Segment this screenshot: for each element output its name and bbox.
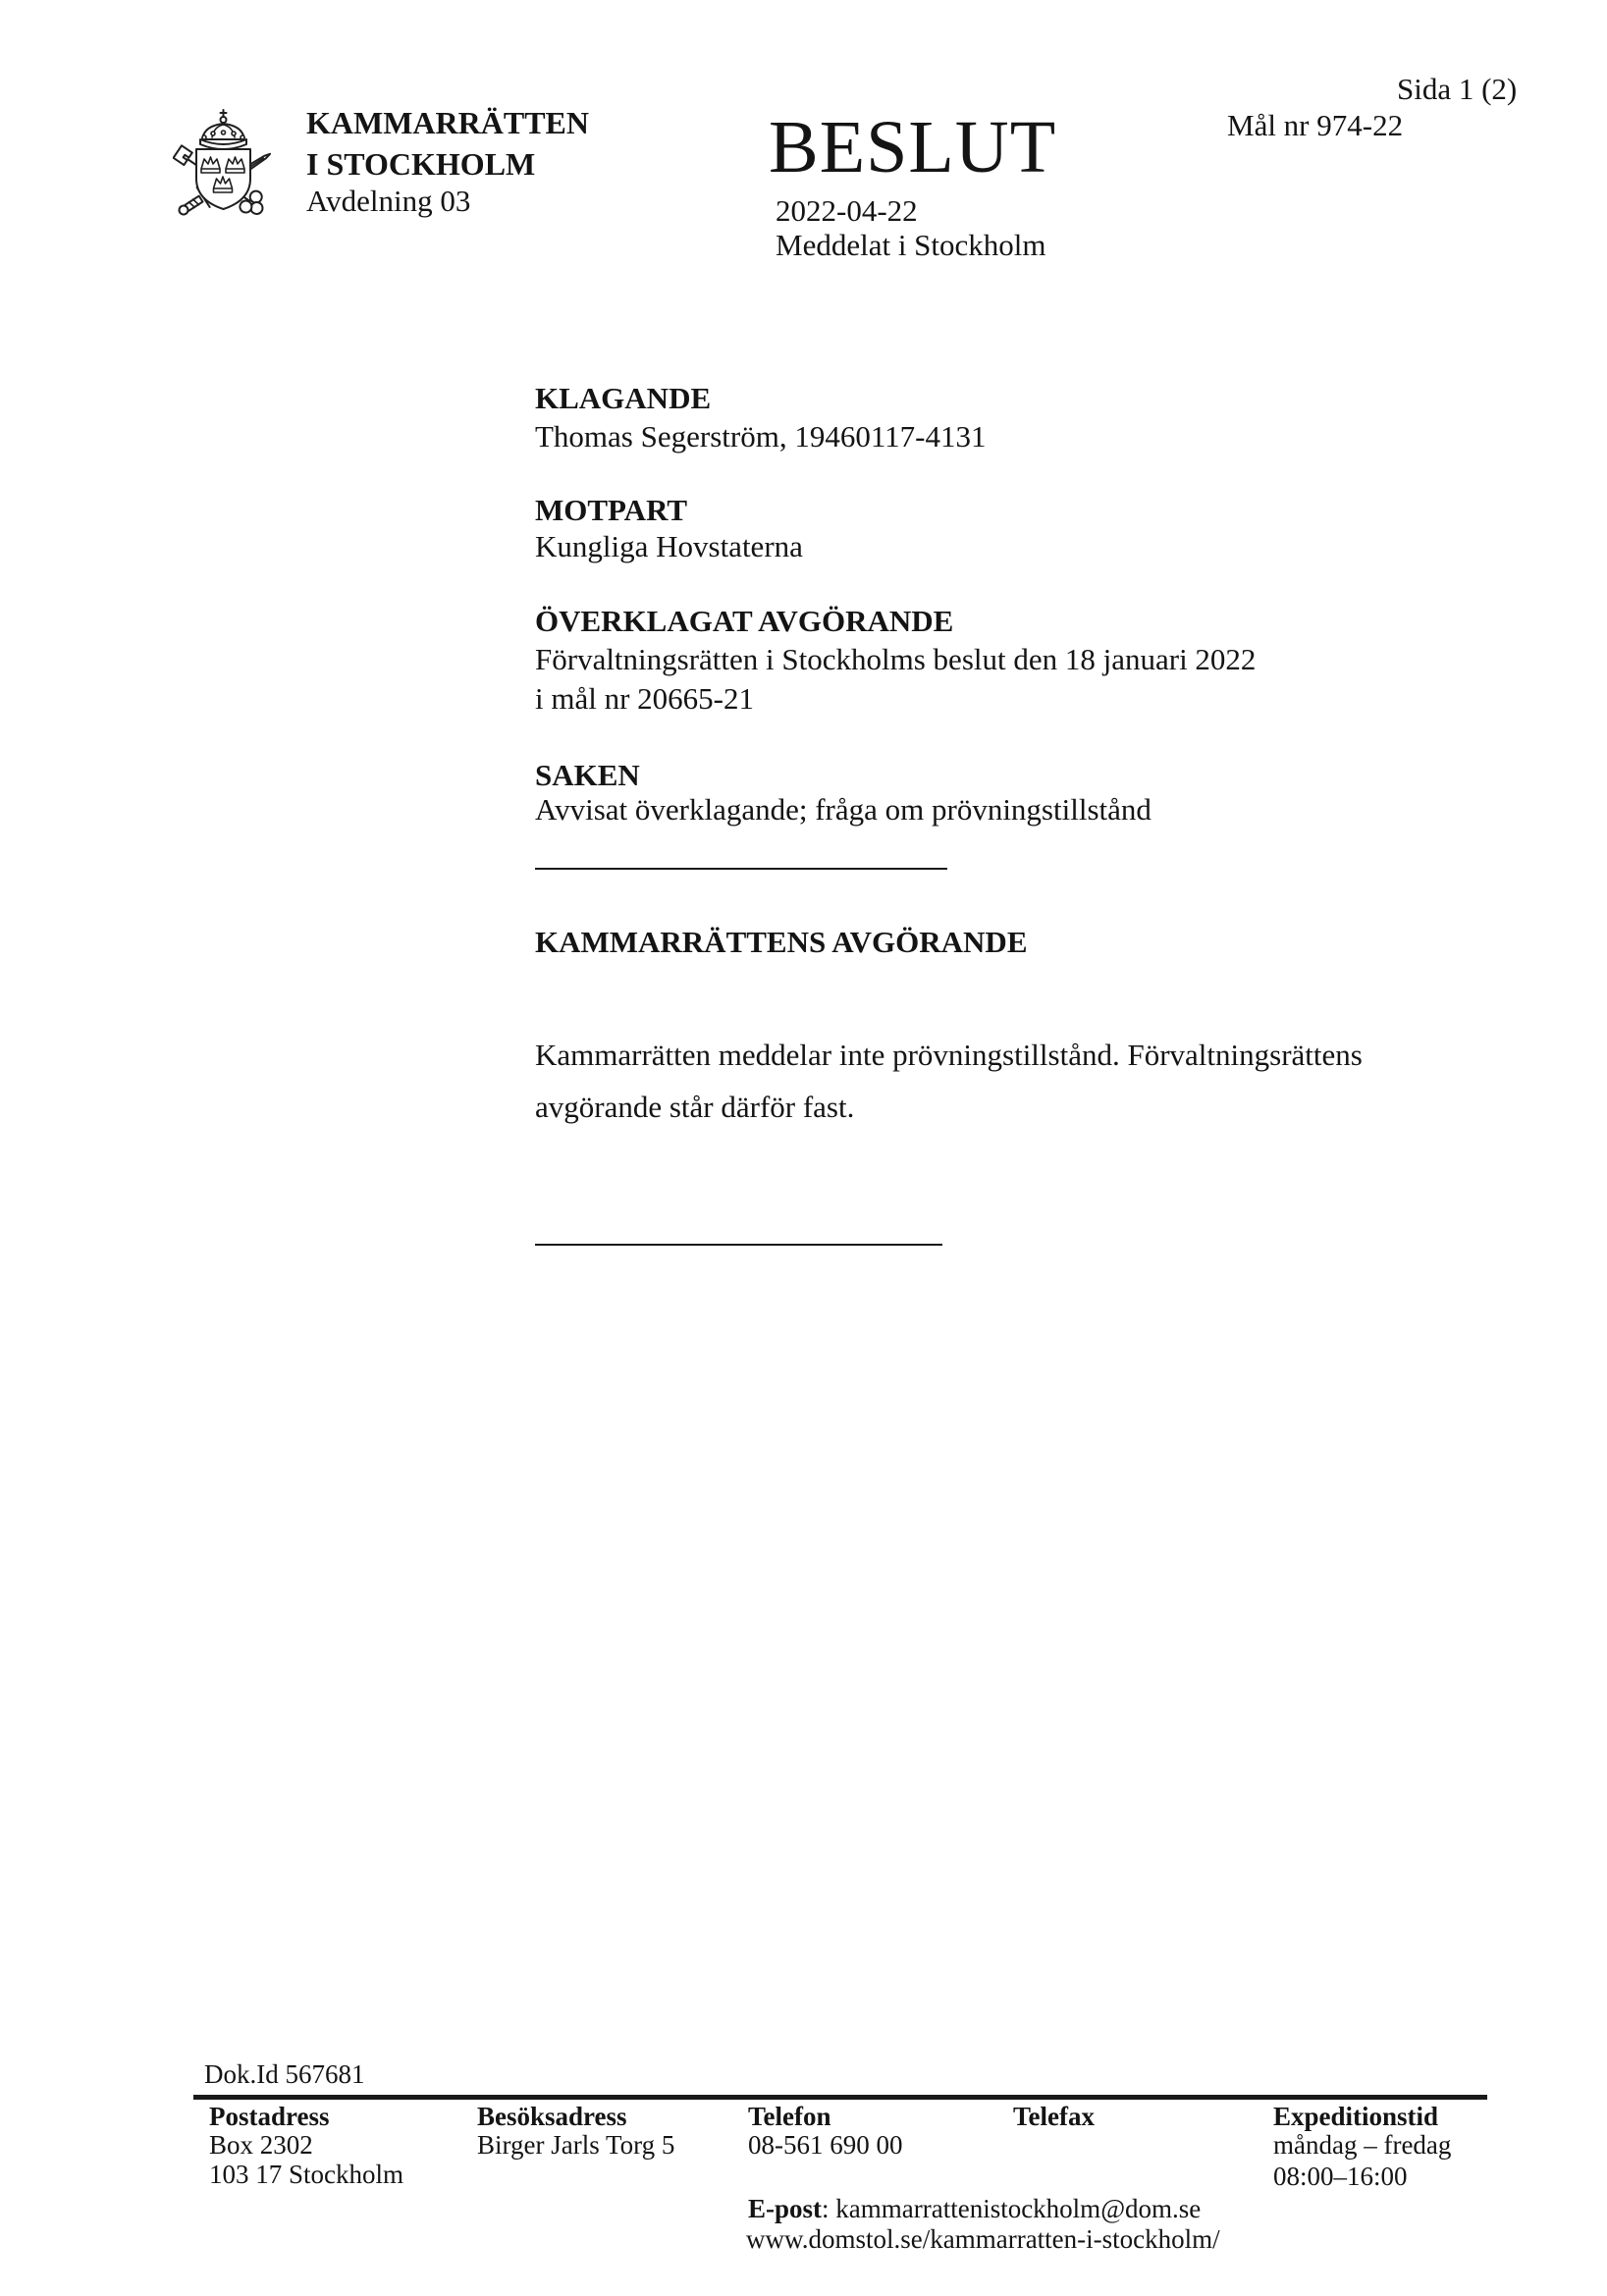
expeditionstid-line1: måndag – fredag xyxy=(1273,2130,1452,2160)
telefon-label: Telefon xyxy=(748,2102,831,2131)
section-divider-bottom xyxy=(535,1244,942,1246)
decision-line2: avgörande står därför fast. xyxy=(535,1090,855,1124)
court-department: Avdelning 03 xyxy=(306,184,471,218)
epost-line xyxy=(748,2196,1201,2222)
royal-crown xyxy=(200,110,246,149)
page-number: Sida 1 (2) xyxy=(1397,72,1518,106)
motpart-value: Kungliga Hovstaterna xyxy=(535,529,803,563)
postadress-line2: 103 17 Stockholm xyxy=(209,2160,404,2189)
besoksadress-line1: Birger Jarls Torg 5 xyxy=(477,2130,675,2160)
overklagat-label: ÖVERKLAGAT AVGÖRANDE xyxy=(535,604,954,638)
motpart-label: MOTPART xyxy=(535,493,688,527)
postadress-line1: Box 2302 xyxy=(209,2130,313,2160)
decision-line1: Kammarrätten meddelar inte prövningstillstånd. Förvaltningsrättens xyxy=(535,1038,1363,1072)
telefon-line1: 08-561 690 00 xyxy=(748,2130,903,2160)
court-name-line1: KAMMARRÄTTEN xyxy=(306,105,589,140)
overklagat-line2: i mål nr 20665-21 xyxy=(535,681,754,716)
case-number: Mål nr 974-22 xyxy=(1227,108,1404,142)
decision-heading: KAMMARRÄTTENS AVGÖRANDE xyxy=(535,925,1028,959)
epost-value: : kammarrattenistockholm@dom.se xyxy=(822,2194,1202,2223)
klagande-label: KLAGANDE xyxy=(535,381,712,415)
klagande-value: Thomas Segerström, 19460117-4131 xyxy=(535,419,987,454)
website: www.domstol.se/kammarratten-i-stockholm/ xyxy=(746,2224,1220,2254)
decision-date: 2022-04-22 xyxy=(776,193,918,228)
issued-at: Meddelat i Stockholm xyxy=(776,228,1046,262)
footer-rule xyxy=(193,2095,1487,2100)
section-divider-top xyxy=(535,868,947,870)
besoksadress-label: Besöksadress xyxy=(477,2102,627,2131)
telefax-label: Telefax xyxy=(1013,2102,1095,2131)
doc-type-title: BESLUT xyxy=(769,106,1057,188)
court-logo xyxy=(173,108,271,222)
dok-id: Dok.Id 567681 xyxy=(204,2059,365,2089)
expeditionstid-line2: 08:00–16:00 xyxy=(1273,2162,1408,2191)
court-name-line2: I STOCKHOLM xyxy=(306,146,536,182)
postadress-label: Postadress xyxy=(209,2102,330,2131)
saken-value: Avvisat överklagande; fråga om prövningstillstånd xyxy=(535,792,1152,827)
overklagat-line1: Förvaltningsrätten i Stockholms beslut den 18 januari 2022 xyxy=(535,642,1257,676)
swedish-coat-of-arms-icon xyxy=(173,108,271,222)
epost-label: E-post xyxy=(748,2194,823,2223)
saken-label: SAKEN xyxy=(535,758,640,792)
expeditionstid-label: Expeditionstid xyxy=(1273,2102,1439,2131)
